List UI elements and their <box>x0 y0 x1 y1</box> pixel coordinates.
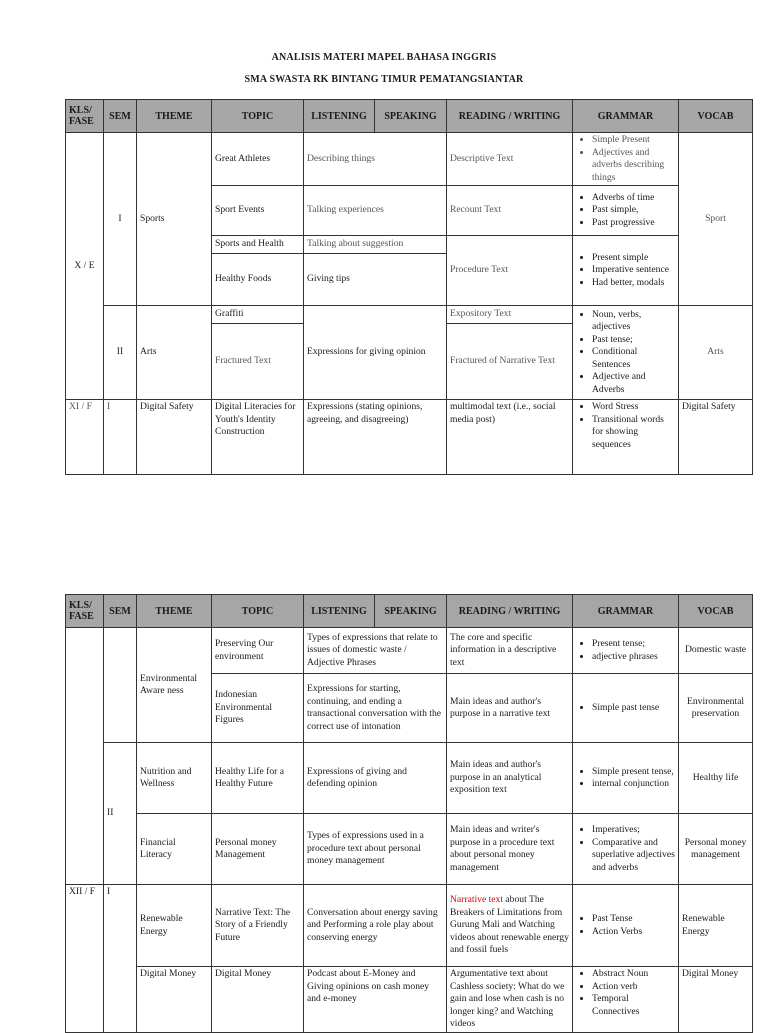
vocab-cell: Digital Money <box>679 967 753 1033</box>
reading-writing-cell: Recount Text <box>447 186 573 236</box>
table-row <box>66 628 753 674</box>
grammar-item: • Past Tense <box>592 913 675 926</box>
sem-cell: I <box>104 885 137 1033</box>
topic-cell: Narrative Text: The Story of a Friendly Future <box>212 885 304 967</box>
kls-cell: XI / F <box>66 400 104 475</box>
sem-cell: II <box>104 743 137 885</box>
kls-cell: X / E <box>66 133 104 400</box>
reading-writing-cell: Main ideas and author's purpose in a narrative text <box>447 674 573 743</box>
topic-cell: Digital Money <box>212 967 304 1033</box>
grammar-item: • Past tense; <box>592 334 675 347</box>
theme-cell: Nutrition and Wellness <box>137 743 212 814</box>
header-vocab: VOCAB <box>679 595 753 628</box>
grammar-item: • Transitional words for showing sequences <box>592 414 675 452</box>
school-name: SMA SWASTA RK BINTANG TIMUR PEMATANGSIANTAR <box>244 74 524 85</box>
vocab-cell: Digital Safety <box>679 400 753 475</box>
reading-writing-cell: Argumentative text about Cashless society: What do we gain and lose when cash is no longer king? and Watching videos <box>447 967 573 1033</box>
header-speaking: SPEAKING <box>375 100 447 133</box>
table-row <box>66 306 753 324</box>
header-topic: TOPIC <box>212 100 304 133</box>
grammar-item: • Abstract Noun <box>592 968 675 981</box>
header-row <box>66 100 753 133</box>
grammar-item: • Had better, modals <box>592 277 675 290</box>
grammar-item: • Simple present tense, <box>592 766 675 779</box>
header-theme: THEME <box>137 595 212 628</box>
reading-writing-cell: multimodal text (i.e., social media post) <box>447 400 573 475</box>
grammar-cell <box>573 186 679 236</box>
grammar-item: • internal conjunction <box>592 778 675 791</box>
grammar-cell <box>573 743 679 814</box>
header-reading-writing: READING / WRITING <box>447 100 573 133</box>
sem-cell: II <box>104 306 137 400</box>
grammar-cell <box>573 674 679 743</box>
table-row <box>66 400 753 475</box>
grammar-cell <box>573 967 679 1033</box>
header-reading-writing: READING / WRITING <box>447 595 573 628</box>
listening-speaking-cell: Describing things <box>304 133 447 186</box>
grammar-item: • Present tense; <box>592 638 675 651</box>
topic-cell: Fractured Text <box>212 324 304 400</box>
reading-writing-text: about The Breakers of Limitations from Gurung Mali and Watching videos about renewable energy and fossil fuels <box>450 894 569 956</box>
header-sem: SEM <box>104 100 137 133</box>
vocab-cell: Renewable Energy <box>679 885 753 967</box>
vocab-cell: Domestic waste <box>679 628 753 674</box>
vocab-cell: Sport <box>679 133 753 306</box>
listening-speaking-cell: Types of expressions used in a procedure text about personal money management <box>304 814 447 885</box>
table-row <box>66 133 753 186</box>
grammar-item: • Adjectives and adverbs describing things <box>592 147 675 185</box>
header-grammar: GRAMMAR <box>573 100 679 133</box>
theme-cell: Arts <box>137 306 212 400</box>
materials-table-1 <box>65 99 753 475</box>
listening-speaking-cell: Giving tips <box>304 254 447 306</box>
topic-cell: Sport Events <box>212 186 304 236</box>
listening-speaking-cell: Expressions for starting, continuing, and ending a transactional conversation with the correct use of intonation <box>304 674 447 743</box>
grammar-item: • Noun, verbs, adjectives <box>592 309 675 334</box>
reading-writing-cell: Descriptive Text <box>447 133 573 186</box>
header-grammar: GRAMMAR <box>573 595 679 628</box>
kls-cell: XII / F <box>66 885 104 1033</box>
vocab-cell: Healthy life <box>679 743 753 814</box>
table-row <box>66 743 753 814</box>
grammar-cell <box>573 814 679 885</box>
vocab-cell: Environmental preservation <box>679 674 753 743</box>
listening-speaking-cell: Talking about suggestion <box>304 236 447 254</box>
reading-writing-cell: Procedure Text <box>447 236 573 306</box>
highlighted-text: Narrative text <box>450 894 504 906</box>
vocab-cell: Arts <box>679 306 753 400</box>
grammar-cell <box>573 885 679 967</box>
grammar-item: • Conditional Sentences <box>592 346 675 371</box>
listening-speaking-cell: Conversation about energy saving and Performing a role play about conserving energy <box>304 885 447 967</box>
reading-writing-cell: The core and specific information in a descriptive text <box>447 628 573 674</box>
grammar-cell <box>573 628 679 674</box>
listening-speaking-cell: Talking experiences <box>304 186 447 236</box>
topic-cell: Indonesian Environmental Figures <box>212 674 304 743</box>
grammar-item: • Adjective and Adverbs <box>592 371 675 396</box>
header-topic: TOPIC <box>212 595 304 628</box>
grammar-item: • Simple past tense <box>592 702 675 715</box>
topic-cell: Healthy Life for a Healthy Future <box>212 743 304 814</box>
grammar-item: • adjective phrases <box>592 651 675 664</box>
grammar-item: • Adverbs of time <box>592 192 675 205</box>
theme-cell: Environmental Aware ness <box>137 628 212 743</box>
theme-cell: Digital Safety <box>137 400 212 475</box>
grammar-cell <box>573 400 679 475</box>
grammar-item: • Past simple, <box>592 204 675 217</box>
header-theme: THEME <box>137 100 212 133</box>
grammar-cell <box>573 133 679 186</box>
grammar-item: • Simple Present <box>592 134 675 147</box>
sem-cell: I <box>104 133 137 306</box>
table-row <box>66 967 753 1033</box>
theme-cell: Financial Literacy <box>137 814 212 885</box>
theme-cell: Renewable Energy <box>137 885 212 967</box>
table-row <box>66 885 753 967</box>
grammar-item: • Past progressive <box>592 217 675 230</box>
topic-cell: Great Athletes <box>212 133 304 186</box>
grammar-item: • Imperatives; <box>592 824 675 837</box>
materials-table-2 <box>65 594 753 1033</box>
grammar-cell <box>573 236 679 306</box>
table-row <box>66 814 753 885</box>
listening-speaking-cell: Expressions of giving and defending opinion <box>304 743 447 814</box>
grammar-item: • Action verb <box>592 981 675 994</box>
header-kls: KLS/ FASE <box>66 595 104 628</box>
grammar-item: • Action Verbs <box>592 926 675 939</box>
grammar-cell <box>573 306 679 400</box>
listening-speaking-cell: Expressions for giving opinion <box>304 306 447 400</box>
listening-speaking-cell: Expressions (stating opinions, agreeing, and disagreeing) <box>304 400 447 475</box>
topic-cell: Graffiti <box>212 306 304 324</box>
reading-writing-cell: Expository Text <box>447 306 573 324</box>
topic-cell: Personal money Management <box>212 814 304 885</box>
grammar-item: • Present simple <box>592 252 675 265</box>
header-vocab: VOCAB <box>679 100 753 133</box>
topic-cell: Sports and Health <box>212 236 304 254</box>
grammar-item: • Comparative and superlative adjectives and adverbs <box>592 837 675 875</box>
reading-writing-cell: Main ideas and writer's purpose in a procedure text about personal money management <box>447 814 573 885</box>
listening-speaking-cell: Podcast about E-Money and Giving opinions on cash money and e-money <box>304 967 447 1033</box>
header-speaking: SPEAKING <box>375 595 447 628</box>
grammar-item: • Imperative sentence <box>592 264 675 277</box>
grammar-item: • Temporal Connectives <box>592 993 675 1018</box>
reading-writing-cell <box>447 885 573 967</box>
header-row <box>66 595 753 628</box>
listening-speaking-cell: Types of expressions that relate to issues of domestic waste / Adjective Phrases <box>304 628 447 674</box>
topic-cell: Preserving Our environment <box>212 628 304 674</box>
grammar-item: • Word Stress <box>592 401 675 414</box>
topic-cell: Healthy Foods <box>212 254 304 306</box>
sem-cell <box>104 628 137 743</box>
kls-cell <box>66 628 104 885</box>
topic-cell: Digital Literacies for Youth's Identity Construction <box>212 400 304 475</box>
reading-writing-cell: Fractured of Narrative Text <box>447 324 573 400</box>
header-sem: SEM <box>104 595 137 628</box>
reading-writing-cell: Main ideas and author's purpose in an analytical exposition text <box>447 743 573 814</box>
theme-cell: Sports <box>137 133 212 306</box>
theme-cell: Digital Money <box>137 967 212 1033</box>
vocab-cell: Personal money management <box>679 814 753 885</box>
sem-cell: I <box>104 400 137 475</box>
document-title: ANALISIS MATERI MAPEL BAHASA INGGRIS <box>271 52 497 63</box>
header-listening: LISTENING <box>304 100 375 133</box>
header-listening: LISTENING <box>304 595 375 628</box>
header-kls: KLS/ FASE <box>66 100 104 133</box>
